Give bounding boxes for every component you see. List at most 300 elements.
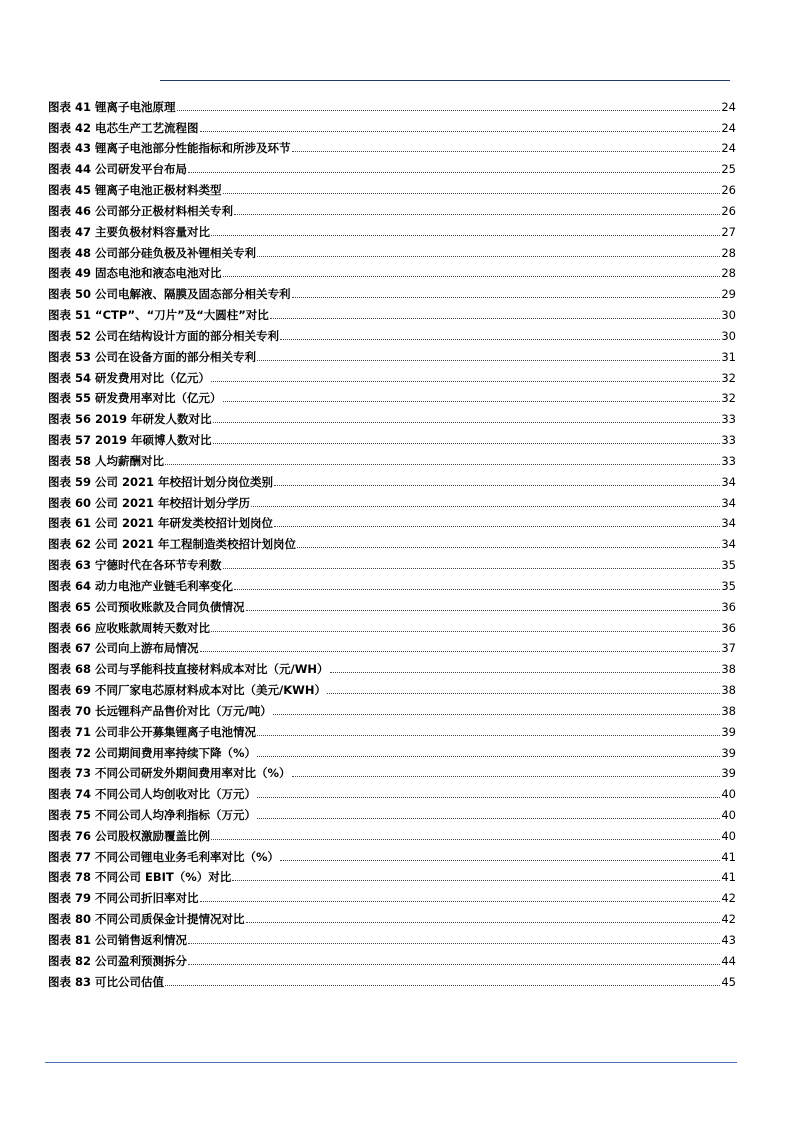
toc-entry-title: 公司部分正极材料相关专利 bbox=[95, 203, 234, 218]
toc-entry-prefix: 图表 bbox=[48, 620, 71, 635]
toc-leader-dots bbox=[165, 464, 720, 465]
toc-entry-prefix: 图表 bbox=[48, 99, 71, 114]
toc-entry-title: 公司非公开募集锂离子电池情况 bbox=[95, 724, 257, 739]
toc-entry[interactable] bbox=[48, 658, 736, 679]
toc-entry-number: 52 bbox=[75, 328, 92, 343]
toc-entry[interactable] bbox=[48, 908, 736, 929]
toc-leader-dots bbox=[232, 880, 720, 881]
toc-entry-prefix: 图表 bbox=[48, 558, 71, 573]
toc-entry-number: 60 bbox=[75, 495, 92, 510]
toc-entry[interactable] bbox=[48, 804, 736, 825]
toc-entry-title: 固态电池和液态电池对比 bbox=[95, 266, 222, 281]
toc-entry-prefix: 图表 bbox=[48, 932, 71, 947]
toc-leader-dots bbox=[280, 339, 720, 340]
toc-entry-title: 不同公司折旧率对比 bbox=[95, 891, 199, 906]
toc-entry-label bbox=[48, 538, 296, 551]
toc-entry-page: 28 bbox=[721, 245, 736, 260]
toc-entry-title: 2019 年硕博人数对比 bbox=[95, 433, 212, 448]
toc-entry[interactable] bbox=[48, 596, 736, 617]
toc-entry-prefix: 图表 bbox=[48, 162, 71, 177]
toc-entry-title: 公司销售返利情况 bbox=[95, 932, 188, 947]
toc-leader-dots bbox=[292, 297, 721, 298]
toc-entry-prefix: 图表 bbox=[48, 453, 71, 468]
toc-entry-page: 30 bbox=[721, 328, 736, 343]
toc-entry-number: 49 bbox=[75, 266, 92, 281]
toc-entry-title: 公司向上游布局情况 bbox=[95, 641, 199, 656]
toc-entry[interactable] bbox=[48, 533, 736, 554]
toc-entry-number: 58 bbox=[75, 453, 92, 468]
toc-entry-page: 26 bbox=[721, 203, 736, 218]
toc-entry-title: 公司在设备方面的部分相关专利 bbox=[95, 349, 257, 364]
toc-entry-prefix: 图表 bbox=[48, 412, 71, 427]
toc-entry-number: 54 bbox=[75, 370, 92, 385]
toc-entry-label bbox=[48, 955, 187, 968]
toc-entry-page: 41 bbox=[721, 849, 736, 864]
toc-entry-page: 38 bbox=[721, 703, 736, 718]
toc-entry-title: 不同公司锂电业务毛利率对比（%） bbox=[95, 849, 280, 864]
toc-leader-dots bbox=[177, 110, 721, 111]
toc-entry-label bbox=[48, 413, 212, 426]
toc-entry-title: 公司与孚能科技直接材料成本对比（元/WH） bbox=[95, 662, 329, 677]
toc-entry[interactable] bbox=[48, 117, 736, 138]
toc-entry-page: 35 bbox=[721, 558, 736, 573]
toc-entry-prefix: 图表 bbox=[48, 203, 71, 218]
toc-entry-number: 46 bbox=[75, 203, 92, 218]
toc-entry-page: 40 bbox=[721, 787, 736, 802]
toc-entry-title: 不同公司质保金计提情况对比 bbox=[95, 912, 245, 927]
toc-entry-prefix: 图表 bbox=[48, 266, 71, 281]
toc-entry-page: 42 bbox=[721, 912, 736, 927]
toc-entry[interactable] bbox=[48, 950, 736, 971]
toc-leader-dots bbox=[246, 922, 721, 923]
toc-entry-number: 79 bbox=[75, 891, 92, 906]
toc-entry-number: 66 bbox=[75, 620, 92, 635]
toc-entry-label bbox=[48, 309, 269, 322]
toc-entry-label bbox=[48, 559, 222, 572]
toc-entry-label bbox=[48, 184, 222, 197]
toc-entry[interactable] bbox=[48, 158, 736, 179]
toc-entry-label bbox=[48, 851, 279, 864]
toc-entry-label bbox=[48, 830, 210, 843]
toc-entry-title: 公司预收账款及合同负债情况 bbox=[95, 599, 245, 614]
toc-leader-dots bbox=[211, 839, 720, 840]
toc-entry-prefix: 图表 bbox=[48, 870, 71, 885]
toc-entry-number: 70 bbox=[75, 703, 92, 718]
toc-entry-prefix: 图表 bbox=[48, 183, 71, 198]
toc-entry-prefix: 图表 bbox=[48, 807, 71, 822]
toc-entry-prefix: 图表 bbox=[48, 141, 71, 156]
toc-entry-page: 33 bbox=[721, 412, 736, 427]
toc-entry-label bbox=[48, 517, 273, 530]
toc-entry-label bbox=[48, 705, 272, 718]
toc-entry-number: 78 bbox=[75, 870, 92, 885]
toc-entry-label bbox=[48, 205, 233, 218]
toc-entry-label bbox=[48, 455, 164, 468]
toc-entry-prefix: 图表 bbox=[48, 641, 71, 656]
footer-rule bbox=[45, 1062, 737, 1063]
toc-entry-title: 公司 2021 年研发类校招计划岗位 bbox=[95, 516, 274, 531]
toc-entry-label bbox=[48, 497, 250, 510]
toc-leader-dots bbox=[200, 131, 721, 132]
toc-entry-prefix: 图表 bbox=[48, 912, 71, 927]
toc-entry[interactable] bbox=[48, 825, 736, 846]
toc-entry-prefix: 图表 bbox=[48, 828, 71, 843]
toc-entry-prefix: 图表 bbox=[48, 474, 71, 489]
toc-entry-label bbox=[48, 934, 187, 947]
toc-entry-prefix: 图表 bbox=[48, 516, 71, 531]
toc-entry-page: 40 bbox=[721, 828, 736, 843]
toc-leader-dots bbox=[223, 276, 721, 277]
toc-entry-title: 公司研发平台布局 bbox=[95, 162, 188, 177]
toc-entry-prefix: 图表 bbox=[48, 120, 71, 135]
toc-entry-number: 73 bbox=[75, 766, 92, 781]
toc-entry-page: 36 bbox=[721, 599, 736, 614]
toc-entry-page: 24 bbox=[721, 141, 736, 156]
toc-entry[interactable] bbox=[48, 96, 736, 117]
toc-entry-label bbox=[48, 122, 199, 135]
toc-leader-dots bbox=[223, 568, 721, 569]
toc-entry-prefix: 图表 bbox=[48, 224, 71, 239]
toc-leader-dots bbox=[223, 401, 721, 402]
toc-leader-dots bbox=[257, 360, 720, 361]
toc-entry[interactable] bbox=[48, 429, 736, 450]
toc-leader-dots bbox=[257, 818, 720, 819]
toc-entry-title: 公司 2021 年工程制造类校招计划岗位 bbox=[95, 537, 297, 552]
toc-entry-prefix: 图表 bbox=[48, 745, 71, 760]
toc-entry-title: 可比公司估值 bbox=[95, 974, 165, 989]
toc-entry-number: 74 bbox=[75, 787, 92, 802]
toc-leader-dots bbox=[200, 901, 721, 902]
toc-entry-prefix: 图表 bbox=[48, 308, 71, 323]
toc-leader-dots bbox=[270, 318, 721, 319]
toc-entry-title: 锂离子电池正极材料类型 bbox=[95, 183, 222, 198]
toc-entry-label bbox=[48, 434, 212, 447]
toc-leader-dots bbox=[280, 860, 720, 861]
toc-entry-page: 30 bbox=[721, 308, 736, 323]
toc-entry[interactable] bbox=[48, 179, 736, 200]
toc-entry-page: 34 bbox=[721, 495, 736, 510]
toc-entry[interactable] bbox=[48, 742, 736, 763]
toc-entry-title: 研发费用对比（亿元） bbox=[95, 370, 211, 385]
toc-entry[interactable] bbox=[48, 138, 736, 159]
toc-entry[interactable] bbox=[48, 283, 736, 304]
toc-entry-prefix: 图表 bbox=[48, 391, 71, 406]
toc-entry-prefix: 图表 bbox=[48, 537, 71, 552]
toc-entry-number: 75 bbox=[75, 807, 92, 822]
toc-entry-title: 主要负极材料容量对比 bbox=[95, 224, 211, 239]
toc-entry-title: 锂离子电池原理 bbox=[95, 99, 176, 114]
toc-entry-title: 公司盈利预测拆分 bbox=[95, 953, 188, 968]
toc-entry-number: 48 bbox=[75, 245, 92, 260]
toc-entry[interactable] bbox=[48, 783, 736, 804]
toc-leader-dots bbox=[188, 964, 720, 965]
toc-entry-number: 67 bbox=[75, 641, 92, 656]
toc-entry-label bbox=[48, 871, 231, 884]
toc-entry-prefix: 图表 bbox=[48, 287, 71, 302]
toc-entry-title: 宁德时代在各环节专利数 bbox=[95, 558, 222, 573]
toc-entry-label bbox=[48, 267, 222, 280]
toc-entry-page: 33 bbox=[721, 433, 736, 448]
toc-entry[interactable] bbox=[48, 304, 736, 325]
toc-entry-page: 34 bbox=[721, 516, 736, 531]
toc-entry[interactable] bbox=[48, 721, 736, 742]
toc-entry-page: 36 bbox=[721, 620, 736, 635]
toc-entry-number: 47 bbox=[75, 224, 92, 239]
toc-entry-page: 28 bbox=[721, 266, 736, 281]
toc-leader-dots bbox=[327, 693, 720, 694]
toc-entry[interactable] bbox=[48, 408, 736, 429]
toc-entry[interactable] bbox=[48, 554, 736, 575]
toc-entry-page: 35 bbox=[721, 578, 736, 593]
toc-entry-page: 24 bbox=[721, 120, 736, 135]
toc-entry-title: 动力电池产业链毛利率变化 bbox=[95, 578, 234, 593]
toc-entry-page: 34 bbox=[721, 474, 736, 489]
toc-entry-prefix: 图表 bbox=[48, 245, 71, 260]
toc-entry-title: 公司期间费用率持续下降（%） bbox=[95, 745, 257, 760]
toc-entry-number: 65 bbox=[75, 599, 92, 614]
toc-entry-page: 34 bbox=[721, 537, 736, 552]
figure-toc-list bbox=[48, 96, 736, 992]
toc-entry-title: 公司 2021 年校招计划分岗位类别 bbox=[95, 474, 274, 489]
toc-entry-number: 62 bbox=[75, 537, 92, 552]
toc-entry[interactable] bbox=[48, 325, 736, 346]
toc-entry-number: 56 bbox=[75, 412, 92, 427]
toc-entry-page: 33 bbox=[721, 453, 736, 468]
toc-leader-dots bbox=[292, 151, 721, 152]
header-rule bbox=[160, 80, 730, 81]
toc-entry-label bbox=[48, 247, 256, 260]
toc-entry-prefix: 图表 bbox=[48, 974, 71, 989]
toc-entry-prefix: 图表 bbox=[48, 703, 71, 718]
toc-entry-page: 25 bbox=[721, 162, 736, 177]
toc-entry[interactable] bbox=[48, 575, 736, 596]
toc-entry-label bbox=[48, 288, 291, 301]
toc-leader-dots bbox=[200, 651, 721, 652]
toc-entry[interactable] bbox=[48, 367, 736, 388]
toc-entry-number: 57 bbox=[75, 433, 92, 448]
toc-entry-label bbox=[48, 163, 187, 176]
toc-entry-number: 59 bbox=[75, 474, 92, 489]
toc-entry-number: 68 bbox=[75, 662, 92, 677]
toc-entry-label bbox=[48, 330, 279, 343]
toc-entry-title: 不同厂家电芯原材料成本对比（美元/KWH） bbox=[95, 683, 326, 698]
toc-entry-page: 42 bbox=[721, 891, 736, 906]
toc-entry-prefix: 图表 bbox=[48, 578, 71, 593]
toc-entry-number: 72 bbox=[75, 745, 92, 760]
toc-entry-prefix: 图表 bbox=[48, 328, 71, 343]
toc-entry-label bbox=[48, 892, 199, 905]
toc-entry-prefix: 图表 bbox=[48, 953, 71, 968]
toc-entry-prefix: 图表 bbox=[48, 662, 71, 677]
toc-entry-page: 27 bbox=[721, 224, 736, 239]
toc-entry-prefix: 图表 bbox=[48, 599, 71, 614]
toc-leader-dots bbox=[234, 214, 720, 215]
toc-entry-title: 公司部分硅负极及补锂相关专利 bbox=[95, 245, 257, 260]
toc-entry-label bbox=[48, 226, 210, 239]
toc-entry-title: 研发费用率对比（亿元） bbox=[95, 391, 222, 406]
toc-entry-prefix: 图表 bbox=[48, 370, 71, 385]
toc-entry[interactable] bbox=[48, 200, 736, 221]
toc-entry-label bbox=[48, 726, 256, 739]
toc-entry-number: 76 bbox=[75, 828, 92, 843]
toc-entry-prefix: 图表 bbox=[48, 349, 71, 364]
toc-entry-number: 63 bbox=[75, 558, 92, 573]
toc-entry-number: 50 bbox=[75, 287, 92, 302]
toc-entry[interactable] bbox=[48, 617, 736, 638]
toc-entry-label bbox=[48, 372, 210, 385]
toc-entry-title: 公司在结构设计方面的部分相关专利 bbox=[95, 328, 280, 343]
toc-entry-page: 32 bbox=[721, 370, 736, 385]
toc-entry-page: 39 bbox=[721, 724, 736, 739]
toc-entry[interactable] bbox=[48, 763, 736, 784]
toc-entry-title: 不同公司人均创收对比（万元） bbox=[95, 787, 257, 802]
toc-entry-title: 电芯生产工艺流程图 bbox=[95, 120, 199, 135]
toc-entry-page: 41 bbox=[721, 870, 736, 885]
toc-entry-number: 69 bbox=[75, 683, 92, 698]
toc-entry[interactable] bbox=[48, 700, 736, 721]
toc-entry-number: 71 bbox=[75, 724, 92, 739]
toc-leader-dots bbox=[213, 443, 721, 444]
toc-entry-title: 公司股权激励覆盖比例 bbox=[95, 828, 211, 843]
toc-entry[interactable] bbox=[48, 242, 736, 263]
toc-entry-prefix: 图表 bbox=[48, 683, 71, 698]
toc-entry[interactable] bbox=[48, 263, 736, 284]
toc-entry[interactable] bbox=[48, 346, 736, 367]
toc-entry-number: 42 bbox=[75, 120, 92, 135]
toc-leader-dots bbox=[234, 589, 720, 590]
toc-leader-dots bbox=[165, 985, 720, 986]
toc-leader-dots bbox=[257, 735, 720, 736]
toc-leader-dots bbox=[188, 172, 720, 173]
toc-entry-page: 37 bbox=[721, 641, 736, 656]
toc-entry-label bbox=[48, 642, 199, 655]
toc-entry-page: 38 bbox=[721, 662, 736, 677]
toc-entry-number: 83 bbox=[75, 974, 92, 989]
toc-entry-label bbox=[48, 747, 256, 760]
toc-entry-label bbox=[48, 101, 176, 114]
toc-entry-title: 锂离子电池部分性能指标和所涉及环节 bbox=[95, 141, 291, 156]
toc-entry-number: 61 bbox=[75, 516, 92, 531]
toc-entry-number: 43 bbox=[75, 141, 92, 156]
toc-entry-page: 32 bbox=[721, 391, 736, 406]
toc-entry[interactable] bbox=[48, 513, 736, 534]
toc-entry-page: 40 bbox=[721, 807, 736, 822]
toc-leader-dots bbox=[211, 381, 720, 382]
toc-entry[interactable] bbox=[48, 929, 736, 950]
toc-entry-number: 45 bbox=[75, 183, 92, 198]
toc-entry[interactable] bbox=[48, 887, 736, 908]
toc-entry[interactable] bbox=[48, 846, 736, 867]
toc-leader-dots bbox=[257, 756, 720, 757]
toc-leader-dots bbox=[330, 672, 721, 673]
toc-leader-dots bbox=[292, 776, 721, 777]
toc-entry-label bbox=[48, 913, 245, 926]
toc-entry-title: 应收账款周转天数对比 bbox=[95, 620, 211, 635]
toc-entry-number: 44 bbox=[75, 162, 92, 177]
toc-leader-dots bbox=[273, 714, 721, 715]
toc-entry[interactable] bbox=[48, 867, 736, 888]
toc-leader-dots bbox=[257, 256, 720, 257]
toc-entry-number: 55 bbox=[75, 391, 92, 406]
toc-entry-title: 不同公司研发外期间费用率对比（%） bbox=[95, 766, 291, 781]
toc-entry-number: 77 bbox=[75, 849, 92, 864]
toc-entry[interactable] bbox=[48, 388, 736, 409]
toc-entry-title: 公司电解液、隔膜及固态部分相关专利 bbox=[95, 287, 291, 302]
toc-leader-dots bbox=[246, 610, 721, 611]
toc-entry-page: 45 bbox=[721, 974, 736, 989]
toc-entry[interactable] bbox=[48, 221, 736, 242]
toc-entry-number: 41 bbox=[75, 99, 92, 114]
toc-entry-title: 不同公司 EBIT（%）对比 bbox=[95, 870, 232, 885]
toc-leader-dots bbox=[211, 235, 720, 236]
toc-leader-dots bbox=[211, 631, 720, 632]
toc-entry-prefix: 图表 bbox=[48, 849, 71, 864]
toc-entry-label bbox=[48, 392, 222, 405]
toc-entry-page: 39 bbox=[721, 766, 736, 781]
toc-entry-number: 53 bbox=[75, 349, 92, 364]
toc-leader-dots bbox=[213, 422, 721, 423]
toc-entry-page: 26 bbox=[721, 183, 736, 198]
toc-entry-page: 44 bbox=[721, 953, 736, 968]
toc-entry-label bbox=[48, 601, 245, 614]
toc-leader-dots bbox=[297, 547, 720, 548]
toc-leader-dots bbox=[188, 943, 720, 944]
toc-entry-number: 82 bbox=[75, 953, 92, 968]
toc-entry-title: “CTP”、“刀片”及“大圆柱”对比 bbox=[95, 308, 269, 323]
toc-entry-label bbox=[48, 580, 233, 593]
toc-entry-title: 长远锂科产品售价对比（万元/吨） bbox=[95, 703, 272, 718]
toc-entry-label bbox=[48, 142, 291, 155]
toc-entry-page: 31 bbox=[721, 349, 736, 364]
toc-entry-prefix: 图表 bbox=[48, 433, 71, 448]
toc-entry-label bbox=[48, 788, 256, 801]
toc-entry[interactable] bbox=[48, 971, 736, 992]
toc-entry-page: 29 bbox=[721, 287, 736, 302]
toc-entry-label bbox=[48, 809, 256, 822]
toc-leader-dots bbox=[257, 797, 720, 798]
toc-entry-number: 64 bbox=[75, 578, 92, 593]
toc-entry-prefix: 图表 bbox=[48, 891, 71, 906]
toc-entry-prefix: 图表 bbox=[48, 787, 71, 802]
toc-entry[interactable] bbox=[48, 638, 736, 659]
toc-leader-dots bbox=[274, 485, 720, 486]
toc-entry-number: 51 bbox=[75, 308, 92, 323]
toc-entry-number: 81 bbox=[75, 932, 92, 947]
toc-entry-label bbox=[48, 767, 291, 780]
toc-entry-label bbox=[48, 684, 326, 697]
toc-entry[interactable] bbox=[48, 450, 736, 471]
toc-entry-prefix: 图表 bbox=[48, 724, 71, 739]
toc-leader-dots bbox=[251, 506, 720, 507]
toc-entry-prefix: 图表 bbox=[48, 766, 71, 781]
toc-entry-page: 38 bbox=[721, 683, 736, 698]
toc-entry-page: 43 bbox=[721, 932, 736, 947]
toc-entry-label bbox=[48, 622, 210, 635]
toc-entry-title: 公司 2021 年校招计划分学历 bbox=[95, 495, 251, 510]
toc-entry-title: 人均薪酬对比 bbox=[95, 453, 165, 468]
toc-entry-page: 39 bbox=[721, 745, 736, 760]
toc-entry-title: 2019 年研发人数对比 bbox=[95, 412, 212, 427]
toc-entry[interactable] bbox=[48, 471, 736, 492]
toc-entry-label bbox=[48, 351, 256, 364]
toc-entry-page: 24 bbox=[721, 99, 736, 114]
toc-entry-title: 不同公司人均净利指标（万元） bbox=[95, 807, 257, 822]
toc-entry-prefix: 图表 bbox=[48, 495, 71, 510]
toc-leader-dots bbox=[223, 193, 721, 194]
toc-entry-number: 80 bbox=[75, 912, 92, 927]
toc-entry[interactable] bbox=[48, 679, 736, 700]
toc-entry[interactable] bbox=[48, 492, 736, 513]
